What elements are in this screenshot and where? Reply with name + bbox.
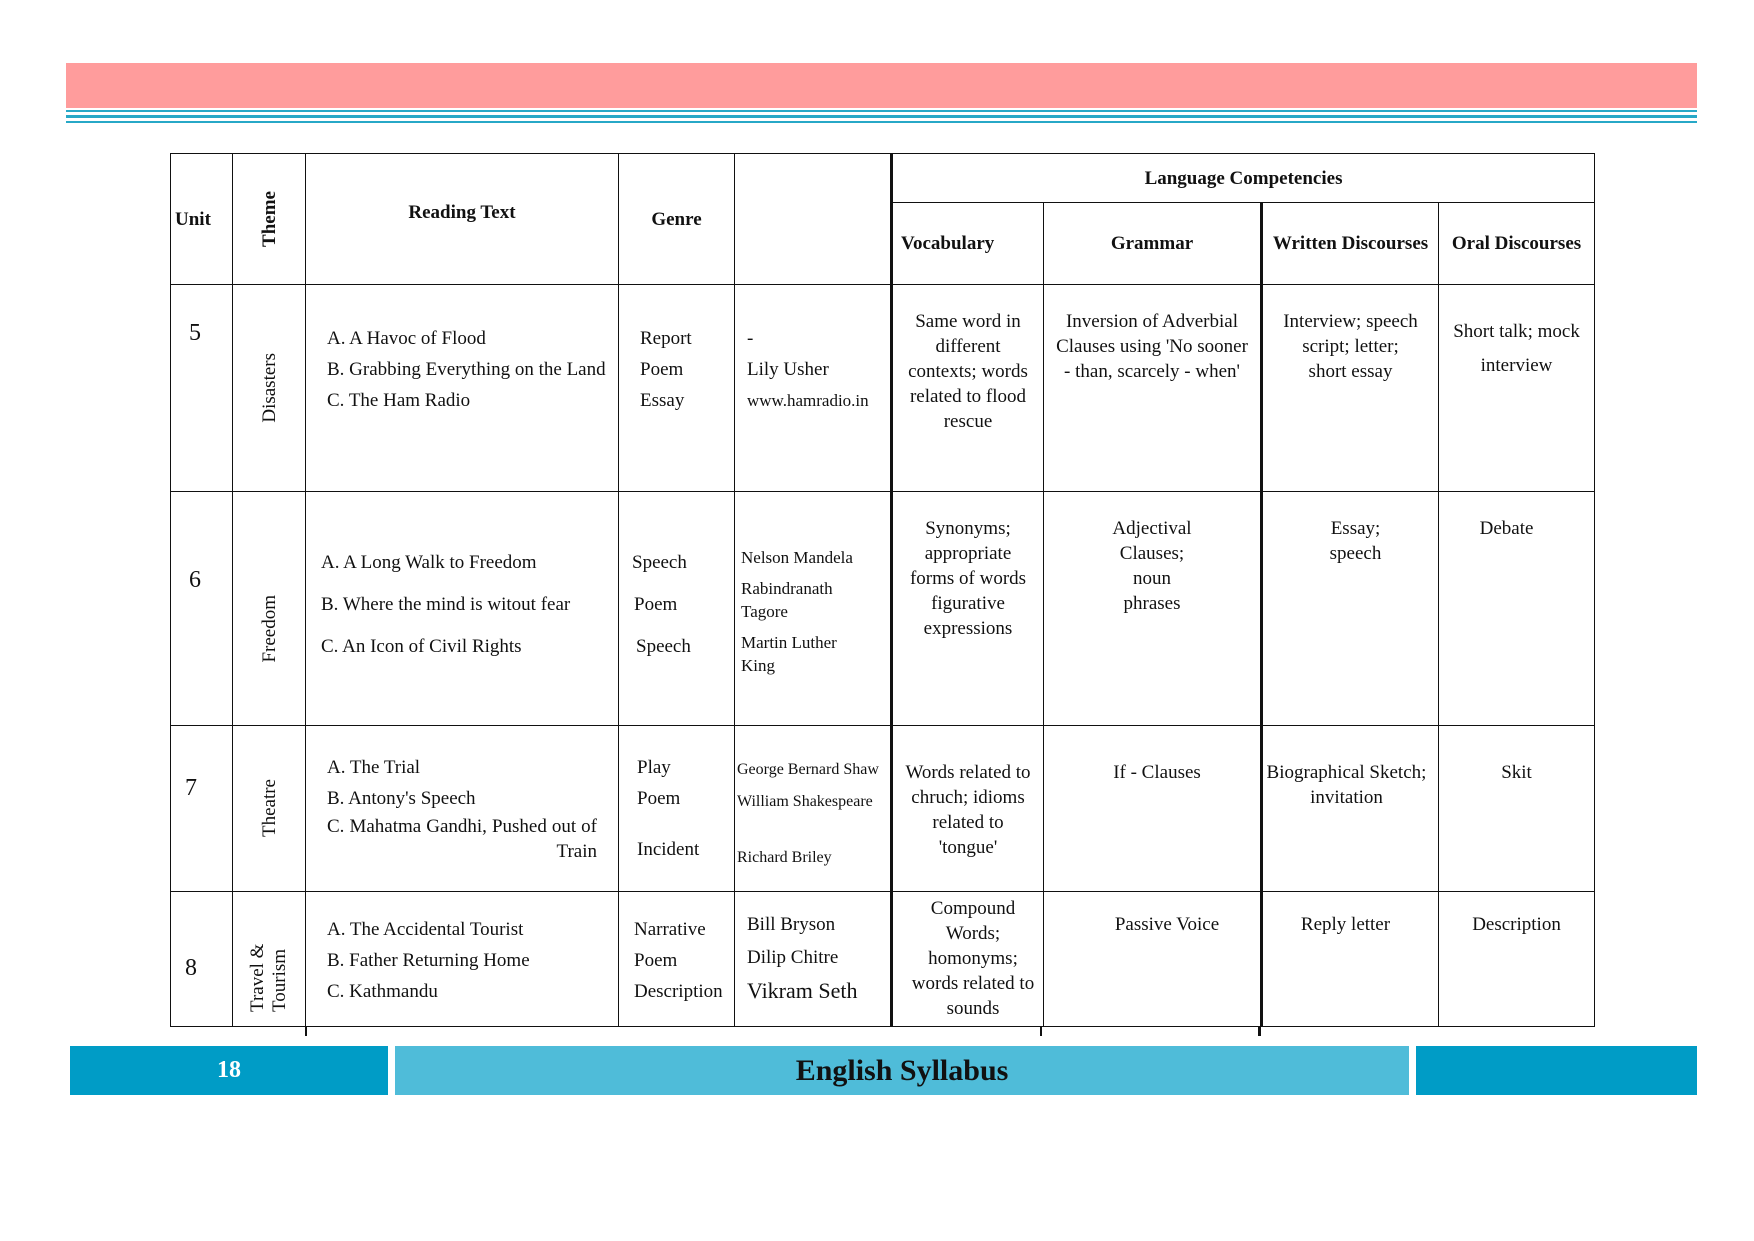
author-cell <box>735 892 892 1027</box>
author-item: Bill Bryson <box>747 914 836 935</box>
table-line-stub <box>1040 1026 1042 1036</box>
oral-cell <box>1439 892 1595 1027</box>
grammar-text: Adjectival Clauses; noun phrases <box>1112 518 1192 614</box>
reading-text-cell <box>306 726 619 892</box>
unit-number-cell <box>171 285 233 492</box>
genre-item: Narrative <box>634 919 706 940</box>
written-text: Interview; speech script; letter; short essay <box>1283 311 1418 382</box>
reading-text-item: C. Mahatma Gandhi, Pushed out of Train <box>327 816 597 862</box>
header-rule <box>66 115 1697 118</box>
col-header-language-competencies: Language Competencies <box>892 154 1595 203</box>
footer-title: English Syllabus <box>395 1046 1409 1095</box>
vocabulary-cell <box>892 285 1044 492</box>
col-header-theme-label: Theme <box>258 191 280 247</box>
genre-item: Play <box>637 757 671 778</box>
col-header-written-discourses: Written Discourses <box>1262 203 1439 285</box>
reading-text-item: C. The Ham Radio <box>327 390 471 411</box>
vocabulary-cell <box>892 892 1044 1027</box>
author-item: Rabindranath Tagore <box>741 579 833 621</box>
genre-item: Report <box>640 328 692 349</box>
theme-cell <box>233 726 306 892</box>
reading-text-cell <box>306 492 619 726</box>
genre-cell <box>619 492 735 726</box>
header-band <box>66 63 1697 108</box>
author-item: Vikram Seth <box>747 978 858 1003</box>
vocabulary-text: Words related to chruch; idioms related to 'tongue' <box>905 762 1031 858</box>
author-item: William Shakespeare <box>737 793 873 810</box>
written-text: Essay; speech <box>1329 518 1382 564</box>
reading-text-item: C. Kathmandu <box>327 981 438 1002</box>
reading-text-item: B. Father Returning Home <box>327 950 530 971</box>
author-list <box>735 726 890 874</box>
author-item: Lily Usher <box>747 359 829 380</box>
theme-label: Disasters <box>258 353 280 423</box>
col-header-author <box>735 154 892 285</box>
genre-item: Poem <box>640 359 684 380</box>
genre-item: Speech <box>632 552 687 573</box>
author-list <box>735 492 890 677</box>
genre-list <box>619 492 734 668</box>
genre-cell <box>619 892 735 1027</box>
table-row <box>171 892 1595 1027</box>
written-text: Biographical Sketch; invitation <box>1266 762 1427 808</box>
reading-text-item: B. Antony's Speech <box>327 788 476 809</box>
genre-item: Description <box>634 981 723 1002</box>
vocabulary-cell <box>892 492 1044 726</box>
written-text: Reply letter <box>1300 914 1391 935</box>
genre-cell <box>619 726 735 892</box>
reading-text-item: A. The Accidental Tourist <box>327 919 524 940</box>
unit-number: 6 <box>189 567 201 593</box>
grammar-cell <box>1044 892 1262 1027</box>
vocabulary-text: Same word in different contexts; words related to flood rescue <box>908 311 1028 432</box>
written-cell <box>1262 285 1439 492</box>
author-item: - <box>747 328 754 349</box>
oral-text: Skit <box>1501 762 1532 783</box>
col-header-reading-text: Reading Text <box>306 154 619 285</box>
theme-cell <box>233 285 306 492</box>
reading-text-list <box>306 726 618 864</box>
reading-text-list <box>306 892 618 1007</box>
unit-number: 5 <box>189 320 201 346</box>
oral-text: Short talk; mock interview <box>1453 321 1580 376</box>
unit-number-cell <box>171 892 233 1027</box>
theme-label: Theatre <box>258 779 280 838</box>
author-list <box>735 892 890 1007</box>
reading-text-item: A. A Long Walk to Freedom <box>321 552 537 573</box>
reading-text-cell <box>306 892 619 1027</box>
unit-number: 7 <box>185 775 197 801</box>
vocabulary-cell <box>892 726 1044 892</box>
table-row <box>171 285 1595 492</box>
reading-text-list <box>306 492 618 668</box>
genre-item: Incident <box>637 839 700 860</box>
grammar-text: If - Clauses <box>1113 762 1201 783</box>
genre-item: Speech <box>636 636 691 657</box>
table-line-stub <box>1258 1026 1261 1036</box>
genre-item: Poem <box>637 788 681 809</box>
reading-text-item: B. Where the mind is witout fear <box>321 594 571 615</box>
reading-text-item: A. A Havoc of Flood <box>327 328 486 349</box>
genre-item: Poem <box>634 594 678 615</box>
reading-text-cell <box>306 285 619 492</box>
oral-cell <box>1439 726 1595 892</box>
grammar-text: Inversion of Adverbial Clauses using 'No sooner - than, scarcely - when' <box>1056 311 1248 382</box>
author-item: Martin Luther King <box>741 633 837 675</box>
theme-label: Freedom <box>258 594 280 663</box>
author-cell <box>735 285 892 492</box>
reading-text-item: C. An Icon of Civil Rights <box>321 636 522 657</box>
table-row <box>171 726 1595 892</box>
author-item: George Bernard Shaw <box>737 761 879 778</box>
syllabus-table <box>170 153 1595 1027</box>
oral-text: Debate <box>1479 518 1534 539</box>
header-rule <box>66 121 1697 123</box>
col-header-grammar: Grammar <box>1044 203 1262 285</box>
author-cell <box>735 726 892 892</box>
author-list <box>735 285 890 416</box>
author-cell <box>735 492 892 726</box>
grammar-cell <box>1044 285 1262 492</box>
written-cell <box>1262 492 1439 726</box>
col-header-unit: Unit <box>171 154 233 285</box>
header-rule <box>66 110 1697 112</box>
grammar-cell <box>1044 492 1262 726</box>
table-row <box>171 492 1595 726</box>
grammar-text: Passive Voice <box>1114 914 1220 935</box>
oral-cell <box>1439 492 1595 726</box>
author-item: Nelson Mandela <box>741 548 853 567</box>
author-item: www.hamradio.in <box>747 391 869 410</box>
genre-list <box>619 726 734 865</box>
theme-cell <box>233 892 306 1027</box>
reading-text-list <box>306 285 618 416</box>
col-header-theme <box>233 154 306 285</box>
theme-label: Travel & Tourism <box>247 943 290 1012</box>
genre-list <box>619 892 734 1007</box>
oral-text: Description <box>1472 914 1561 935</box>
page-number: 18 <box>70 1046 388 1095</box>
unit-number-cell <box>171 492 233 726</box>
author-item: Dilip Chitre <box>747 947 839 968</box>
vocabulary-text: Synonyms; appropriate forms of words figurative expressions <box>909 518 1027 639</box>
reading-text-item: B. Grabbing Everything on the Land <box>327 359 606 380</box>
footer-band-right <box>1416 1046 1697 1095</box>
grammar-cell <box>1044 726 1262 892</box>
col-header-oral-discourses: Oral Discourses <box>1439 203 1595 285</box>
unit-number: 8 <box>185 955 197 981</box>
oral-cell <box>1439 285 1595 492</box>
table-line-stub <box>305 1026 307 1036</box>
genre-list <box>619 285 734 416</box>
genre-cell <box>619 285 735 492</box>
written-cell <box>1262 726 1439 892</box>
author-item: Richard Briley <box>737 849 832 866</box>
vocabulary-text: Compound Words; homonyms; words related to sounds <box>911 898 1035 1019</box>
theme-cell <box>233 492 306 726</box>
written-cell <box>1262 892 1439 1027</box>
genre-item: Poem <box>634 950 678 971</box>
col-header-genre: Genre <box>619 154 735 285</box>
genre-item: Essay <box>640 390 685 411</box>
col-header-vocabulary: Vocabulary <box>892 203 1044 285</box>
unit-number-cell <box>171 726 233 892</box>
reading-text-item: A. The Trial <box>327 757 421 778</box>
